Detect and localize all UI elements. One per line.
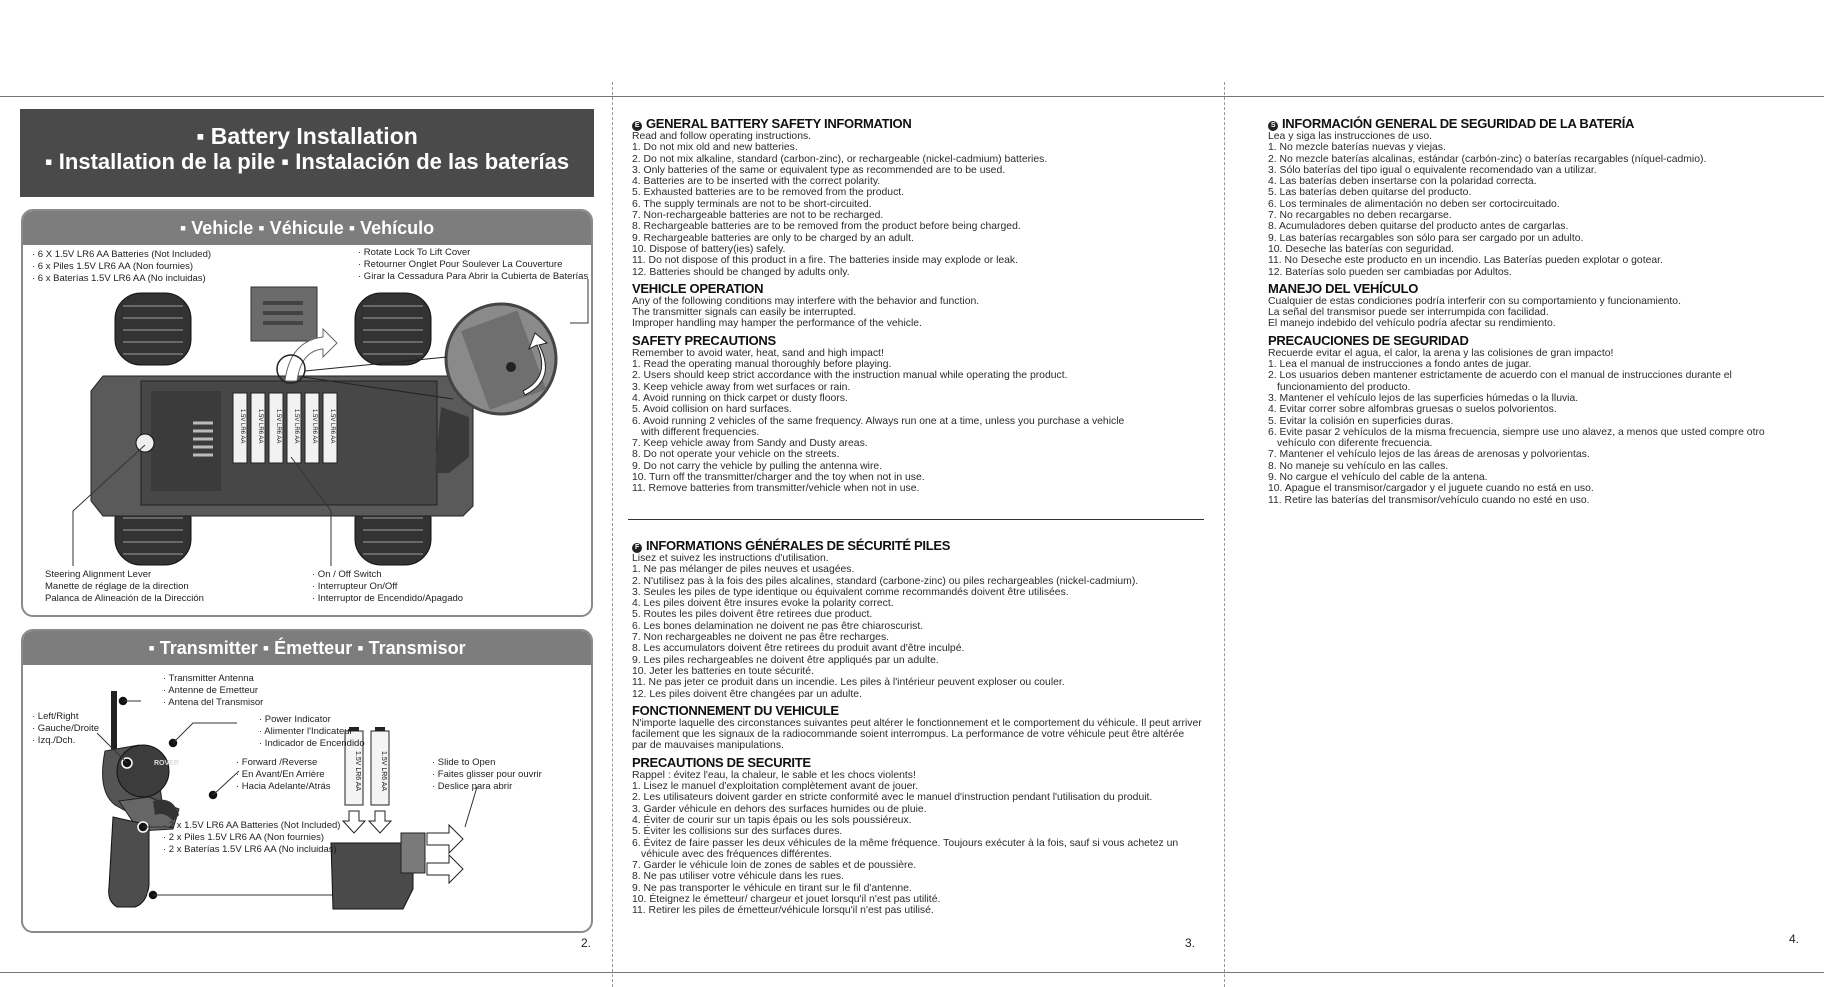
transmitter-logo: ROVER — [154, 760, 179, 767]
rotate-lock-note: · Rotate Lock To Lift Cover · Retourner Onglet Pour Soulever La Couverture · Girar la Cessadura Para Abrir la Cubierta de Baterías — [358, 247, 589, 282]
french-precautions-list: Rappel : évitez l'eau, la chaleur, le sable et les chocs violents! 1. Lisez le manuel d'exploitation complètement avant de jouer. 2. Les utilisateurs doivent garder en stricte conformité avec le manuel d'instruction pendant l'utilisation du produit. 3. Garder véhicule en dehors des surfaces humides ou de pluie. 4. Éviter de courir sur un tapis épais ou les sols poussiéreux. 5. Éviter les collisions sur des surfaces dures. 6. Évitez de faire passer les deux véhicules de la même fréquence. Toujours exécuter à la fois, sauf si vous achetez un véhicule avec des fréquences différentes. 7. Garder le véhicule loin de zones de sables et de poussière. 8. Ne pas utiliser votre véhicule dans les rues. 9. Ne pas transporter le véhicule en tirant sur le fil d'antenne. 10. Éteignez le émetteur/ chargeur et jouet lorsqu'il n'est pas utilité. 11. Retirer les piles de émetteur/véhicule lorsqu'il n'est pas utilisé. — [632, 769, 1179, 917]
transmitter-panel-title: ▪ Transmitter ▪ Émetteur ▪ Transmisor — [23, 631, 591, 665]
section-divider — [628, 519, 1204, 520]
insert-arrow-icon — [343, 811, 391, 833]
cell-label: 1.5V LR6 AA — [275, 409, 281, 444]
french-safety-heading: F INFORMATIONS GÉNÉRALES DE SÉCURITÉ PILES — [632, 538, 1202, 553]
cell-label: 1.5V LR6 AA — [354, 751, 361, 792]
english-section — [632, 116, 1192, 495]
cell-label: 1.5V LR6 AA — [257, 409, 263, 444]
vehicle-battery-note: · 6 X 1.5V LR6 AA Batteries (Not Included) · 6 x Piles 1.5V LR6 AA (Non fournies) · 6 x Baterías 1.5V LR6 AA (No incluidas) — [32, 249, 212, 284]
french-operation-list: N'importe laquelle des circonstances suivantes peut altérer le fonctionnement et le comportement du véhicule. Il peut arriver facilement que les signaux de la radiocommande soient interrompus. La performance de votre véhicule peut être altérée par de mauvaises manipulations. — [632, 717, 1202, 752]
cell-label: 1.5V LR6 AA — [380, 751, 387, 792]
french-safety-list: Lisez et suivez les instructions d'utilisation. 1. Ne pas mélanger de piles neuves et usagées. 2. N'utilisez pas à la fois des piles alcalines, standard (carbone-zinc) ou piles rechargeables (nickel-cadmium). 3. Seules les piles de type identique ou équivalent comme recommandés doivent être utilisées. 4. Les piles doivent être insures evoke la polarity correct. 5. Routes les piles doivent être retirees due product. 6. Les bones delamination ne doivent ne pas être chiaroscurist. 7. Non rechargeables ne doivent ne pas être recharges. 8. Les accumulators doivent être retirees du produit avant d'être inculpé. 9. Les piles rechargeables ne doivent être appliqués par un adulte. 10. Jeter les batteries en toute sécurité. 11. Ne pas jeter ce produit dans un incendie. Les piles à l'intérieur peuvent exploser ou couler. 12. Les piles doivent être changées par un adulte. — [632, 553, 1139, 700]
fold-line-1 — [612, 82, 613, 987]
language-badge: E — [632, 121, 642, 131]
slide-to-open-note: · Slide to Open · Faites glisser pour ouvrir · Deslice para abrir — [432, 757, 542, 792]
spanish-safety-heading: S INFORMACIÓN GENERAL DE SEGURIDAD DE LA BATERÍA — [1268, 116, 1808, 131]
spanish-precautions-list: Recuerde evitar el agua, el calor, la arena y las colisiones de gran impacto! 1. Lea el manual de instrucciones a fondo antes de jugar. 2. Los usuarios deben mantener estrictamente de acuerdo con el manual de instrucciones durante el funcionamiento del producto. 3. Mantener el vehículo lejos de las superficies húmedas o la lluvia. 4. Evitar correr sobre alfombras gruesas o suelos polvorientos. 5. Evitar la colisión en superficies duras. 6. Evite pasar 2 vehículos de la misma frecuencia, siempre use uno alavez, a menos que usted compre otro vehículo con diferente frecuencia. 7. Mantener el vehículo lejos de las áreas de arenosas y polvorientas. 8. No maneje su vehículo en las calles. 9. No cargue el vehículo del cable de la antena. 10. Apague el transmisor/cargador y el juguete cuando no está en uso. 11. Retire las baterías del transmisor/vehículo cuando no esté en uso. — [1268, 347, 1765, 506]
transmitter-battery-note: · 2 x 1.5V LR6 AA Batteries (Not Included) · 2 x Piles 1.5V LR6 AA (Non fournies) · 2 x Baterías 1.5V LR6 AA (No incluidas) — [163, 820, 341, 855]
top-rule — [0, 96, 1824, 97]
vehicle-panel-title: ▪ Vehicle ▪ Véhicule ▪ Vehículo — [23, 211, 591, 245]
spanish-precautions-heading: PRECAUCIONES DE SEGURIDAD — [1268, 332, 1469, 348]
english-precautions-list: Remember to avoid water, heat, sand and high impact! 1. Read the operating manual thoroughly before playing. 2. Users should keep strict accordance with the instruction manual while operating the product. 3. Keep vehicle away from wet surfaces or rain. 4. Avoid running on thick carpet or dusty floors. 5. Avoid collision on hard surfaces. 6. Avoid running 2 vehicles of the same frequency. Always run one at a time, unless you purchase a vehicle with different frequencies. 7. Keep vehicle away from Sandy and Dusty areas. 8. Do not operate your vehicle on the streets. 9. Do not carry the vehicle by pulling the antenna wire. 10. Turn off the transmitter/charger and the toy when not in use. 11. Remove batteries from transmitter/vehicle when not in use. — [632, 347, 1125, 495]
spanish-operation-list: Cualquier de estas condiciones podría interferir con su comportamiento y funcionamiento. La señal del transmisor puede ser interrumpida con facilidad. El manejo indebido del vehículo podría afectar su rendimiento. — [1268, 295, 1681, 330]
forward-reverse-note: · Forward /Reverse · En Avant/En Arrière · Hacia Adelante/Atrás — [236, 757, 331, 792]
english-precautions-heading: SAFETY PRECAUTIONS — [632, 332, 776, 348]
english-safety-heading: E GENERAL BATTERY SAFETY INFORMATION — [632, 116, 1192, 131]
french-precautions-heading: PRECAUTIONS DE SECURITE — [632, 754, 811, 770]
banner-title-en: ▪ Battery Installation — [196, 123, 418, 149]
slide-arrow-icon — [427, 825, 463, 883]
language-badge: S — [1268, 121, 1278, 131]
steering-lever-note: Steering Alignment Lever Manette de réglage de la direction Palanca de Alineación de la Dirección — [45, 569, 204, 604]
french-section — [632, 538, 1202, 917]
page-number-3: 3. — [1185, 936, 1196, 950]
vehicle-panel — [21, 209, 593, 617]
cell-label: 1.5V LR6 AA — [293, 409, 299, 444]
battery-installation-banner — [20, 109, 594, 197]
french-operation-heading: FONCTIONNEMENT DU VEHICULE — [632, 702, 839, 718]
power-indicator-note: · Power Indicator · Alimenter l'Indicateur · Indicador de Encendido — [259, 714, 365, 749]
antenna-note: · Transmitter Antenna · Antenne de Emetteur · Antena del Transmisor — [163, 673, 264, 708]
english-operation-heading: VEHICLE OPERATION — [632, 280, 764, 296]
left-right-note: · Left/Right · Gauche/Droite · Izq./Dch. — [32, 711, 100, 746]
page-number-4: 4. — [1789, 932, 1800, 946]
transmitter-icon — [103, 691, 179, 907]
spanish-safety-list: Lea y siga las instrucciones de uso. 1. No mezcle baterías nuevas y viejas. 2. No mezcle baterías alcalinas, estándar (carbón-zinc) o baterías recargables (níquel-cadmio). 3. Sólo baterías del tipo igual o equivalente recomendado van a utilizar. 4. Las baterías deben insertarse con la polaridad correcta. 5. Las baterías deben quitarse del producto. 6. Los terminales de alimentación no deben ser cortocircuitado. 7. No recargables no deben recargarse. 8. Acumuladores deben quitarse del producto antes de cargarlas. 9. Las baterías recargables son sólo para ser cargado por un adulto. 10. Deseche las baterías con seguridad. 11. No Deseche este producto en un incendio. Las Baterías pueden explotar o gotear. 12. Baterías solo pueden ser cambiadas por Adultos. — [1268, 131, 1707, 278]
on-off-switch-note: · On / Off Switch · Interrupteur On/Off · Interruptor de Encendido/Apagado — [312, 569, 464, 604]
spanish-operation-heading: MANEJO DEL VEHÍCULO — [1268, 280, 1419, 296]
cell-label: 1.5V LR6 AA — [311, 409, 317, 444]
transmitter-panel — [21, 629, 593, 933]
page-number-2: 2. — [581, 936, 592, 950]
banner-title-fr-es: ▪ Installation de la pile ▪ Instalación de las baterías — [44, 149, 570, 174]
cell-label: 1.5V LR6 AA — [239, 409, 245, 444]
english-safety-list: Read and follow operating instructions. 1. Do not mix old and new batteries. 2. Do not mix alkaline, standard (carbon-zinc), or rechargeable (nickel-cadmium) batteries. 3. Only batteries of the same or equivalent type as recommended are to be used. 4. Batteries are to be inserted with the correct polarity. 5. Exhausted batteries are to be removed from the product. 6. The supply terminals are not to be short-circuited. 7. Non-rechargeable batteries are not to be recharged. 8. Rechargeable batteries are to be removed from the product before being charged. 9. Rechargeable batteries are only to be charged by an adult. 10. Dispose of battery(ies) safely. 11. Do not dispose of this product in a fire. The batteries inside may explode or leak. 12. Batteries should be changed by adults only. — [632, 131, 1048, 278]
bottom-rule — [0, 972, 1824, 973]
language-badge: F — [632, 543, 642, 553]
spanish-section — [1268, 116, 1808, 506]
english-operation-list: Any of the following conditions may interfere with the behavior and function. The transmitter signals can easily be interrupted. Improper handling may hamper the performance of the vehicle. — [632, 295, 980, 330]
fold-line-2 — [1224, 82, 1225, 987]
cell-label: 1.5V LR6 AA — [329, 409, 335, 444]
